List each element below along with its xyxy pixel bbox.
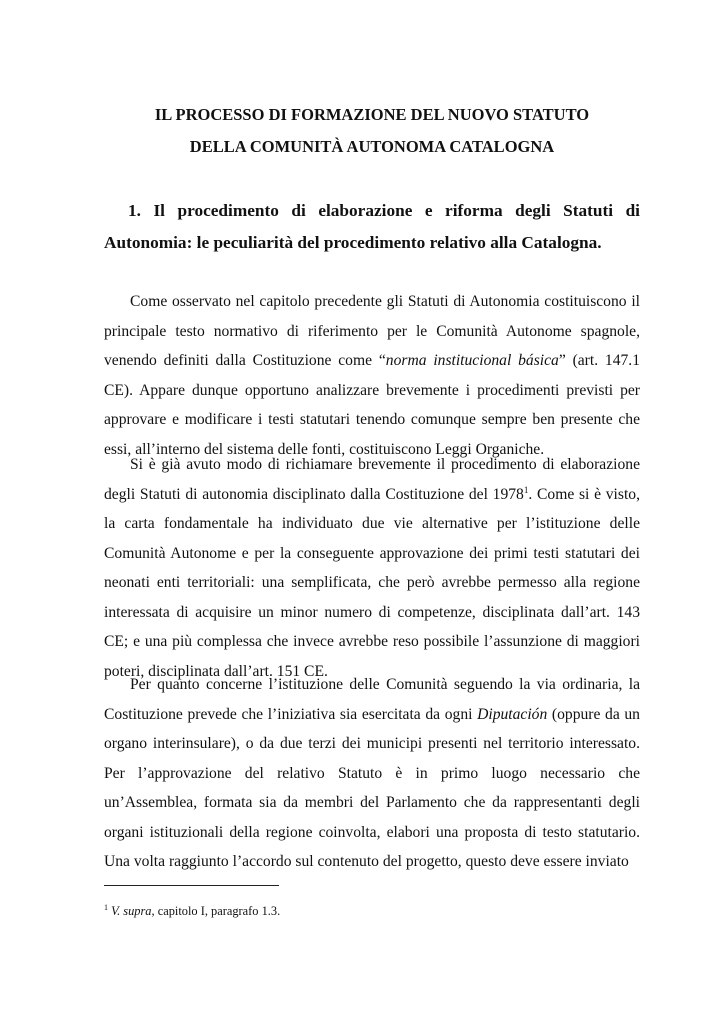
paragraph-3	[104, 670, 640, 877]
paragraph-2	[104, 450, 640, 686]
paragraph-3-text-b: (oppure da un organo interinsulare), o da due terzi dei municipi presenti nel territorio interessato. Per l’approvazione del relativo Statuto è in primo luogo necessario che un’Assemblea, formata sia da membri del Parlamento che da rappresentanti degli organi istituzionali della regione coinvolta, elabori una proposta di testo statutario. Una volta raggiunto l’accordo sul contenuto del progetto, questo deve essere inviato	[104, 705, 640, 870]
paragraph-1	[104, 287, 640, 464]
footnote	[104, 903, 280, 919]
footnote-number: 1	[104, 903, 108, 912]
paragraph-1-italic: norma institucional básica	[385, 352, 559, 369]
paragraph-3-italic: Diputación	[477, 705, 548, 723]
document-title	[104, 99, 640, 163]
section-heading: 1. Il procedimento di elaborazione e riforma degli Statuti di Autonomia: le peculiarità del procedimento relativo alla Catalogna.	[104, 201, 640, 252]
paragraph-1-text-b: ” (art. 147.1 CE). Appare dunque opportuno analizzare brevemente i procedimenti previsti per approvare e modificare i testi statutari tenendo comunque sempre ben presente che essi, all’interno del sistema delle fonti, costituiscono Leggi Organiche.	[104, 352, 641, 458]
title-line-1: IL PROCESSO DI FORMAZIONE DEL NUOVO STATUTO	[154, 105, 590, 124]
footnote-separator	[104, 885, 279, 886]
paragraph-2-text-b: . Come si è visto, la carta fondamentale ha individuato due vie alternative per l’istituzione delle Comunità Autonome e per la conseguente approvazione dei primi testi statutari dei neonati enti territoriali: una semplificata, che però avrebbe permesso alla regione interessata di acquisire un minor numero di competenze, disciplinata dall’art. 143 CE; e una più complessa che invece avrebbe reso possibile l’assunzione di maggiori poteri, disciplinata dall’art. 151 CE.	[104, 485, 640, 680]
title-line-2: DELLA COMUNITÀ AUTONOMA CATALOGNA	[189, 137, 555, 156]
paragraph-2-text-a: Si è già avuto modo di richiamare brevemente il procedimento di elaborazione degli Statuti di autonomia disciplinato dalla Costituzione del 1978	[104, 456, 640, 503]
footnote-reference: 1	[523, 484, 529, 495]
paragraph-1-text-a: Come osservato nel capitolo precedente gli Statuti di Autonomia costituiscono il principale testo normativo di riferimento per le Comunità Autonome spagnole, venendo definiti dalla Costituzione come “	[104, 293, 640, 369]
footnote-italic: V. supra	[111, 904, 152, 918]
footnote-text: , capitolo I, paragrafo 1.3.	[151, 904, 281, 918]
paragraph-3-text-a: Per quanto concerne l’istituzione delle Comunità seguendo la via ordinaria, la Costituzione prevede che l’iniziativa sia esercitata da ogni	[104, 676, 640, 723]
